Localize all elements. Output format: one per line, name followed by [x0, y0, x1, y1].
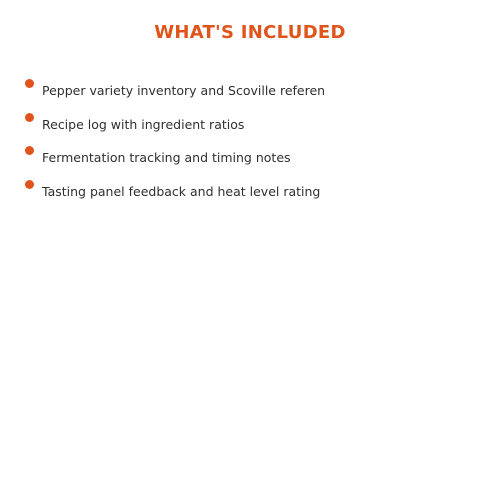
included-list — [0, 75, 500, 209]
list-item-label: Recipe log with ingredient ratios — [42, 116, 245, 132]
section-title: WHAT'S INCLUDED — [154, 22, 346, 43]
list-item — [0, 75, 500, 109]
list-item-label: Fermentation tracking and timing notes — [42, 150, 291, 165]
list-item — [0, 109, 500, 143]
bullet-dot-icon — [25, 79, 34, 88]
list-item — [0, 176, 500, 210]
list-item-label: Tasting panel feedback and heat level rating — [42, 183, 321, 199]
bullet-dot-icon — [25, 113, 34, 122]
list-item-label: Pepper variety inventory and Scoville referen — [42, 83, 326, 98]
bullet-dot-icon — [25, 146, 34, 155]
bullet-dot-icon — [25, 180, 34, 189]
list-item — [0, 142, 500, 176]
